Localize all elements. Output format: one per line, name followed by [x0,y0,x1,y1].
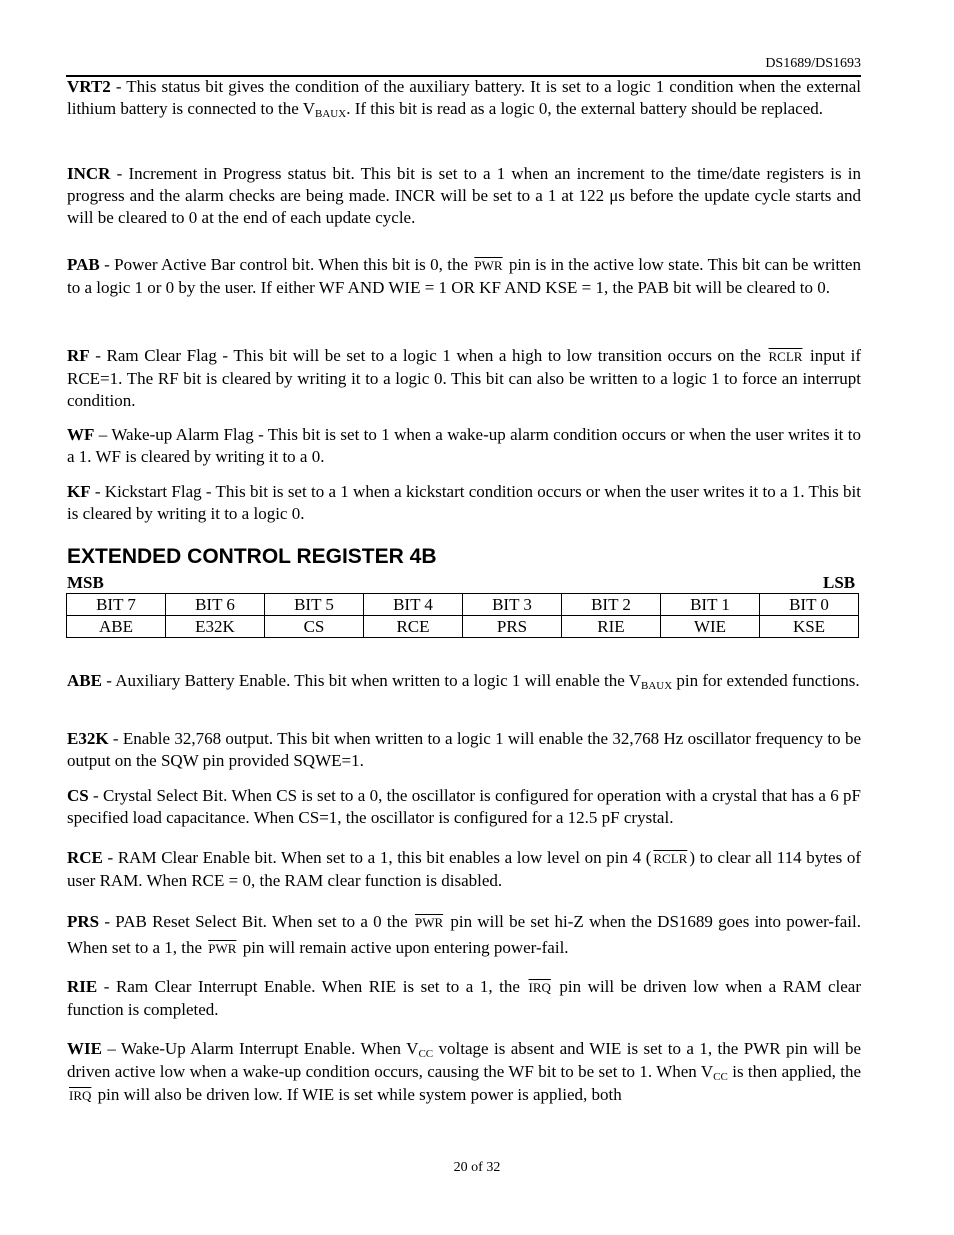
bit-header: BIT 6 [166,594,265,616]
term-cs: CS [67,786,89,805]
register-table [66,593,859,638]
rclr-signal: RCLR [653,851,688,866]
term-rce: RCE [67,848,103,867]
paragraph-rf: RF - Ram Clear Flag - This bit will be set to a logic 1 when a high to low transition occurs on the RCLR input if RCE=1. The RF bit is cleared by writing it to a logic 0. This bit can also be written to a logic 1 to force an interrupt condition. [67,346,861,410]
bit-name: RCE [364,616,463,638]
bit-header: BIT 3 [463,594,562,616]
paragraph-cs: CS - Crystal Select Bit. When CS is set to a 0, the oscillator is configured for operation with a crystal that has a 6 pF specified load capacitance. When CS=1, the oscillator is configured for a 12.5 pF crystal. [67,786,861,827]
bit-name: ABE [67,616,166,638]
paragraph-kf: KF - Kickstart Flag - This bit is set to a 1 when a kickstart condition occurs or when the user writes it to a 1. This bit is cleared by writing it to a logic 0. [67,482,861,523]
term-prs: PRS [67,912,100,931]
bit-name: KSE [760,616,859,638]
bit-name: E32K [166,616,265,638]
lsb-label: LSB [823,573,856,592]
msb-label: MSB [67,573,104,592]
register-bit-row [67,594,859,616]
term-abe: ABE [67,671,102,690]
bit-header: BIT 1 [661,594,760,616]
page-number: 20 of 32 [453,1160,501,1175]
term-e32k: E32K [67,729,109,748]
pwr-signal: $\overline{PWR}$ [208,941,237,956]
term-wie: WIE [67,1039,102,1058]
paragraph-abe: ABE - Auxiliary Battery Enable. This bit when written to a logic 1 will enable the $V_{BAUX}$ pin for extended functions. [67,671,860,692]
term-kf: KF [67,482,91,501]
term-rf: RF [67,346,90,365]
bit-name: WIE [661,616,760,638]
section-heading: EXTENDED CONTROL REGISTER 4B [67,545,437,568]
pwr-signal: $\overline{PWR}$ [474,258,503,273]
rclr-signal: RCLR [768,349,803,364]
register-name-row [67,616,859,638]
bit-header: BIT 7 [67,594,166,616]
paragraph-rce: RCE - RAM Clear Enable bit. When set to a 1, this bit enables a low level on pin 4 ( RCLR ) to clear all 114 bytes of user RAM. When RCE = 0, the RAM clear function is disabled. [67,848,861,890]
bit-header: BIT 4 [364,594,463,616]
bit-name: CS [265,616,364,638]
bit-header: BIT 2 [562,594,661,616]
paragraph-incr: INCR - Increment in Progress status bit. This bit is set to a 1 when an increment to the time/date registers is in progress and the alarm checks are being made. INCR will be set to a 1 at 122 μs before the update cycle starts and will be cleared to 0 at the end of each update cycle. [67,164,861,227]
term-pab: PAB [67,255,100,274]
bit-header: BIT 0 [760,594,859,616]
term-wf: WF [67,425,95,444]
bit-name: RIE [562,616,661,638]
term-rie: RIE [67,977,98,996]
paragraph-prs: PRS - PAB Reset Select Bit. When set to a 0 the $\overline{PWR}$ pin will be set hi-Z when the DS1689 goes into power-fail. When set to a 1, the $\overline{PWR}$ pin will remain active upon entering power-fail. [67,909,861,961]
bit-header: BIT 5 [265,594,364,616]
paragraph-rie: RIE - Ram Clear Interrupt Enable. When RIE is set to a 1, the $\overline{IRQ}$ pin will be driven low when a RAM clear function is completed. [67,977,862,1019]
term-vrt2: VRT2 [67,77,111,96]
bit-name: PRS [463,616,562,638]
irq-signal: $\overline{IRQ}$ [69,1088,92,1103]
term-incr: INCR [67,164,111,183]
document-id: DS1689/DS1693 [765,56,861,71]
paragraph-wie: WIE – Wake-Up Alarm Interrupt Enable. When $V_{CC}$ voltage is absent and WIE is set to a 1, the PWR pin will be driven active low when a wake-up condition occurs, causing the WF bit to be set to 1. When $V_{CC}$ is then applied, the $\overline{IRQ}$ pin will also be driven low. If WIE is set while system power is applied, both [67,1037,861,1107]
paragraph-wf: WF – Wake-up Alarm Flag - This bit is set to 1 when a wake-up alarm condition occurs or when the user writes it to a 1. WF is cleared by writing it to a 0. [67,425,861,466]
paragraph-vrt2: VRT2 - This status bit gives the condition of the auxiliary battery. It is set to a logic 1 condition when the external lithium battery is connected to the $V_{BAUX}$. If this bit is read as a logic 0, the external battery should be replaced. [67,77,861,120]
paragraph-e32k: E32K - Enable 32,768 output. This bit when written to a logic 1 will enable the 32,768 Hz oscillator frequency to be output on the SQW pin provided SQWE=1. [67,729,861,770]
pwr-signal: $\overline{PWR}$ [414,915,444,930]
irq-signal: $\overline{IRQ}$ [528,980,551,995]
paragraph-pab: PAB - Power Active Bar control bit. When this bit is 0, the $\overline{PWR}$ pin is in the active low state. This bit can be written to a logic 1 or 0 by the user. If either WF AND WIE = 1 OR KF AND KSE = 1, the PAB bit will be cleared to 0. [67,255,861,297]
